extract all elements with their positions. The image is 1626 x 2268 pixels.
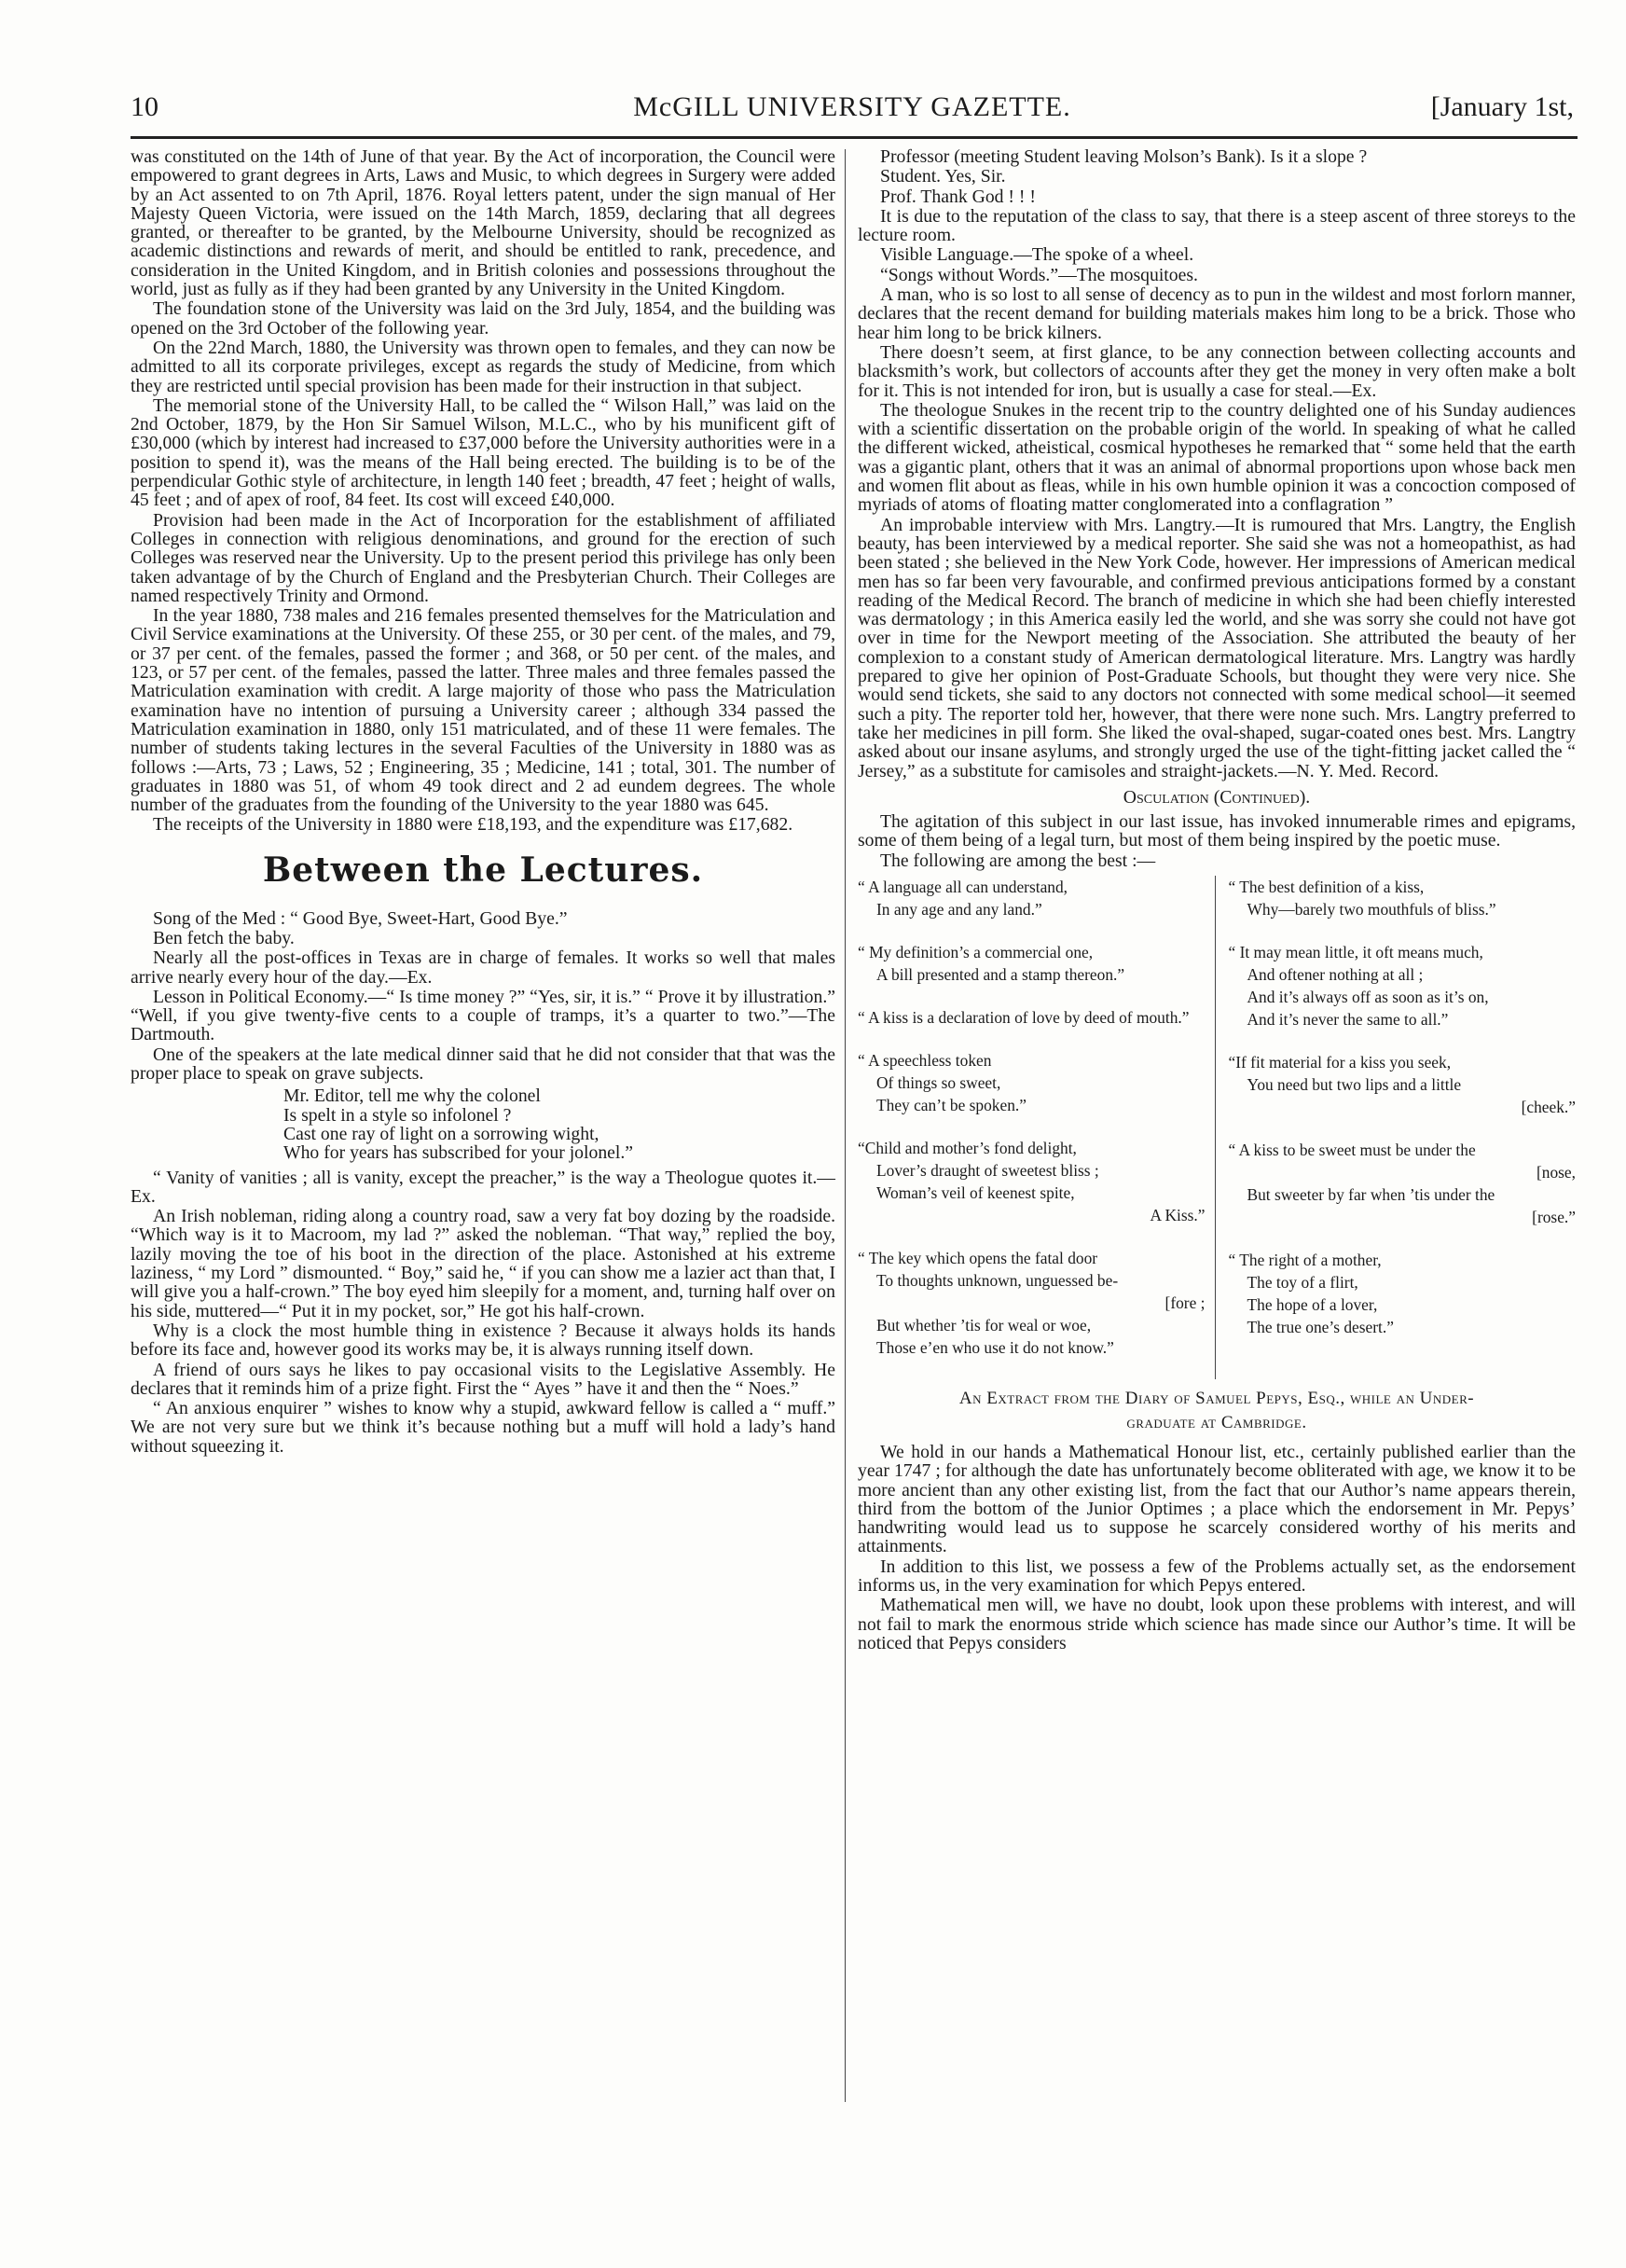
paragraph: The memorial stone of the University Hall, to be called the “ Wilson Hall,” was laid on the 2nd October, 1879, by the Hon Sir Samuel Wilson, M.L.C., who by his munificent gift of £30,000 (which by interest had increased to £37,000 before the University authorities were in a position to spend it), was the means of the Hall being erected. The building is to be of the perpendicular Gothic style of architecture, in length 140 feet ; breadth, 47 feet ; height of walls, 45 feet ; and of apex of roof, 84 feet. Its cost will exceed £40,000. bbox=[131, 394, 835, 511]
dialogue-line: Professor (meeting Student leaving Molson’s Bank). Is it a slope ? bbox=[880, 146, 1368, 167]
poem-line: “ The key which opens the fatal door bbox=[858, 1248, 1098, 1267]
poem-line: [fore ; bbox=[1164, 1293, 1206, 1312]
poem-line: And oftener nothing at all ; bbox=[1247, 964, 1424, 984]
paragraph: There doesn’t seem, at first glance, to be any connection between collecting accounts and blacksmith’s work, but collectors of accounts after they get the money in very often make a bolt for it. This is not intended for iron, but is usually a case for steal.—Ex. bbox=[858, 341, 1576, 401]
poem-line: [cheek.” bbox=[1521, 1097, 1576, 1116]
paragraph: “Songs without Words.”—The mosquitoes. bbox=[880, 264, 1198, 285]
poem-line: “ A kiss to be sweet must be under the bbox=[1228, 1140, 1476, 1159]
gazette-title: McGILL UNIVERSITY GAZETTE. bbox=[633, 91, 1071, 122]
osculation-heading: Osculation (Continued). bbox=[1123, 786, 1311, 808]
poem bbox=[858, 1137, 1206, 1226]
paragraph: “ Vanity of vanities ; all is vanity, except the preacher,” is the way a Theologue quotes it.—Ex. bbox=[131, 1167, 835, 1207]
paragraph: One of the speakers at the late medical dinner said that he did not consider that that was the proper place to speak on grave subjects. bbox=[131, 1044, 835, 1085]
paragraph: We hold in our hands a Mathematical Honour list, etc., certainly published earlier than the year 1747 ; for although the date has unfortunately become obliterated with age, we know it to be more ancient than any other existing list, from the fact that our Author’s name appears therein, third from the bottom of the Junior Optimes ; a place which the endorsement in Mr. Pepys’ handwriting would lead us to suppose he scarcely considered worthy of his merits and attainments. bbox=[858, 1441, 1576, 1557]
paragraph: Song of the Med : “ Good Bye, Sweet-Hart, Good Bye.” bbox=[153, 907, 568, 929]
poems-left-column bbox=[858, 876, 1215, 1379]
extract-heading-line: graduate at Cambridge. bbox=[1126, 1412, 1307, 1432]
paragraph: was constituted on the 14th of June of that year. By the Act of incorporation, the Council were empowered to grant degrees in Arts, Laws and Music, to which degrees in Surgery were added by an Act assented to on 7th April, 1876. Royal letters patent, under the sign manual of Her Majesty Queen Victoria, were issued on the 14th March, 1859, declaring that all degrees granted, or thereafter to be granted, by the Melbourne University, should be recognized as academic distinctions and rewards of merit, and should be entitled to rank, precedence, and consideration in the United Kingdom, and in British colonies and possessions throughout the world, just as fully as if they had been granted by any University in the United Kingdom. bbox=[131, 146, 835, 300]
poem-line: [nose, bbox=[1536, 1162, 1576, 1182]
poem bbox=[858, 1247, 1206, 1359]
poem-line: Woman’s veil of keenest spite, bbox=[876, 1182, 1075, 1202]
paragraph: “ An anxious enquirer ” wishes to know why a stupid, awkward fellow is called a “ muff.” We are not very sure but we think it’s because nothing but a muff will hold a lady’s hand without squeezing it. bbox=[131, 1398, 835, 1457]
poem-line: The hope of a lover, bbox=[1247, 1294, 1378, 1314]
paragraph: It is due to the reputation of the class to say, that there is a steep ascent of three storeys to the lecture room. bbox=[858, 205, 1576, 246]
paragraph: A man, who is so lost to all sense of decency as to pun in the wildest and most forlorn manner, declares that the recent demand for building materials makes him long to be a brick. Those who hear him long to be brick kilners. bbox=[858, 284, 1576, 343]
poem-line: “ My definition’s a commercial one, bbox=[858, 942, 1094, 961]
paragraph: In addition to this list, we possess a few of the Problems actually set, as the endorsement informs us, in the very examination for which Pepys entered. bbox=[858, 1556, 1576, 1597]
poem bbox=[858, 1006, 1206, 1029]
header-rule bbox=[131, 136, 1578, 139]
paragraph: Mathematical men will, we have no doubt, look upon these problems with interest, and will not fail to mark the enormous stride which science has made since our Author’s time. It will be noticed that Pepys considers bbox=[858, 1595, 1576, 1653]
paragraph: In the year 1880, 738 males and 216 females presented themselves for the Matriculation and Civil Service examinations at the University. Of these 255, or 30 per cent. of the males, and 79, or 37 per cent. of the females, passed the former ; and 368, or 50 per cent. of the males, and 123, or 57 per cent. of the females, passed the latter. Three males and three females passed the Matriculation examination with credit. A large majority of those who pass the Matriculation examination have no intention of pursuing a University career ; although 334 passed the Matriculation examination in 1880, only 151 matriculated, and of these 11 were females. The number of students taking lectures in the several Faculties of the University in 1880 was as follows :—Arts, 73 ; Laws, 52 ; Engineering, 35 ; Medicine, 141 ; total, 301. The number of graduates in 1880 was 51, of whom 49 took direct and 2 ad eundem degrees. The whole number of the graduates from the founding of the University to the year 1880 was 645. bbox=[131, 605, 835, 816]
poem bbox=[1229, 1051, 1577, 1118]
paragraph: Lesson in Political Economy.—“ Is time money ?” “Yes, sir, it is.” “ Prove it by illustration.” “Well, if you give twenty-five cents to a couple of tramps, it’s a quarter to two.”—The Dartmouth. bbox=[131, 986, 835, 1045]
right-column bbox=[858, 147, 1576, 1653]
paragraph: The receipts of the University in 1880 were £18,193, and the expenditure was £17,682. bbox=[153, 814, 793, 836]
page-number: 10 bbox=[131, 91, 158, 122]
paragraph: Why is a clock the most humble thing in existence ? Because it always holds its hands before its face and, however good its works may be, it is always running itself down. bbox=[131, 1320, 835, 1361]
poem-line: To thoughts unknown, unguessed be- bbox=[876, 1270, 1119, 1290]
page-header bbox=[131, 91, 1574, 136]
poem-line: In any age and any land.” bbox=[876, 899, 1042, 919]
poem-line: The true one’s desert.” bbox=[1247, 1317, 1394, 1336]
paragraph: The foundation stone of the University was laid on the 3rd July, 1854, and the building was opened on the 3rd October of the following year. bbox=[131, 298, 835, 339]
paragraph: An Irish nobleman, riding along a country road, saw a very fat boy dozing by the roadside. “Which way is it to Macroom, my lad ?” asked the nobleman. “That way,” replied the boy, lazily moving the toe of his boot in the direction of the place. Astonished at his extreme laziness, “ my Lord ” dismounted. “ Boy,” said he, “ if you can show me a lazier act than that, I will give you a half-crown.” The boy eyed him sleepily for a moment, and, turning half over on his side, muttered—“ Put it in my pocket, sor,” He got his half-crown. bbox=[131, 1206, 835, 1321]
poem-line: “ A kiss is a declaration of love by deed of mouth.” bbox=[858, 1007, 1190, 1027]
poem-line: “ A language all can understand, bbox=[858, 877, 1068, 896]
column-divider bbox=[845, 149, 846, 2102]
poems-table bbox=[858, 876, 1576, 1379]
paragraph: Provision had been made in the Act of Incorporation for the establishment of affiliated Colleges in connection with religious denominations, and ground for the erection of such Colleges was reserved near the University. Up to the present period this privilege has only been taken advantage of by the Church of England and the Presbyterian Church. Their Colleges are named respectively Trinity and Ormond. bbox=[131, 509, 835, 606]
verse-line: Is spelt in a style so infolonel ? bbox=[283, 1104, 512, 1126]
section-heading: Between the Lectures. bbox=[262, 850, 704, 890]
extract-heading-line: An Extract from the Diary of Samuel Pepys, Esq., while an Under- bbox=[958, 1388, 1475, 1408]
verse-line: Mr. Editor, tell me why the colonel bbox=[283, 1086, 541, 1107]
poem-line: “ It may mean little, it oft means much, bbox=[1228, 942, 1483, 961]
poem-line: “ The right of a mother, bbox=[1228, 1250, 1382, 1269]
verse-line: Cast one ray of light on a sorrowing wight, bbox=[283, 1123, 599, 1144]
poem-line: But whether ’tis for weal or woe, bbox=[876, 1315, 1092, 1335]
poem bbox=[1229, 1139, 1577, 1228]
poem-line: “ A speechless token bbox=[858, 1050, 992, 1070]
poems-right-column bbox=[1215, 876, 1577, 1379]
paragraph: Visible Language.—The spoke of a wheel. bbox=[880, 244, 1194, 266]
dialogue-line: Student. Yes, Sir. bbox=[880, 166, 1006, 187]
poem-line: Those e’en who use it do not know.” bbox=[876, 1337, 1114, 1357]
poem-line: A bill presented and a stamp thereon.” bbox=[876, 964, 1125, 984]
paragraph: The agitation of this subject in our last issue, has invoked innumerable rimes and epigrams, some of them being of a legal turn, but most of them being inspired by the poetic muse. bbox=[858, 811, 1576, 851]
poem-line: But sweeter by far when ’tis under the bbox=[1247, 1184, 1495, 1204]
poem-line: Why—barely two mouthfuls of bliss.” bbox=[1247, 899, 1496, 919]
verse bbox=[283, 1086, 835, 1162]
poem bbox=[858, 1049, 1206, 1116]
left-column bbox=[131, 147, 835, 1456]
poem-line: Of things so sweet, bbox=[876, 1072, 1001, 1092]
issue-date: [January 1st, bbox=[1430, 91, 1574, 122]
poem-line: The toy of a flirt, bbox=[1247, 1272, 1358, 1292]
paragraph: On the 22nd March, 1880, the University was thrown open to females, and they can now be admitted to all its corporate privileges, except as regards the study of Medicine, from which they are restricted until special provision has been made for their instruction in that subject. bbox=[131, 337, 835, 396]
poem-line: You need but two lips and a little bbox=[1247, 1074, 1462, 1094]
dialogue-line: Prof. Thank God ! ! ! bbox=[880, 186, 1036, 207]
verse-line: Who for years has subscribed for your jolonel.” bbox=[283, 1142, 634, 1164]
paragraph: The theologue Snukes in the recent trip to the country delighted one of his Sunday audiences with a scientific dissertation on the probable origin of the world. In speaking of what he called the different wicked, atheistical, cosmical hypotheses he remarked that “ some held that the earth was a gigantic plant, others that it was an animal of abnormal proportions upon whose back men and women flit about as fleas, while in his own humble opinion it was a concoction composed of myriads of atoms of floating matter conglomerated into a conflagration ” bbox=[858, 399, 1576, 516]
poem-line: And it’s never the same to all.” bbox=[1247, 1009, 1449, 1029]
poem bbox=[1229, 941, 1577, 1030]
poem-line: “If fit material for a kiss you seek, bbox=[1228, 1052, 1452, 1072]
poem bbox=[1229, 876, 1577, 920]
poem bbox=[858, 941, 1206, 986]
extract-heading bbox=[858, 1387, 1576, 1435]
poem-line: [rose.” bbox=[1532, 1207, 1576, 1226]
paragraph: The following are among the best :— bbox=[880, 850, 1156, 871]
paragraph: A friend of ours says he likes to pay occasional visits to the Legislative Assembly. He declares that it reminds him of a prize fight. First the “ Ayes ” have it and then the “ Noes.” bbox=[131, 1359, 835, 1399]
poem-line: “ The best definition of a kiss, bbox=[1228, 877, 1425, 896]
paragraph: Ben fetch the baby. bbox=[153, 927, 295, 948]
poem-line: Lover’s draught of sweetest bliss ; bbox=[876, 1160, 1099, 1180]
poem bbox=[858, 876, 1206, 920]
poem-line: A Kiss.” bbox=[1150, 1205, 1206, 1224]
poem bbox=[1229, 1249, 1577, 1338]
poem-line: And it’s always off as soon as it’s on, bbox=[1247, 987, 1489, 1006]
poem-line: “Child and mother’s fond delight, bbox=[858, 1138, 1077, 1157]
poem-line: They can’t be spoken.” bbox=[876, 1095, 1027, 1114]
paragraph: Nearly all the post-offices in Texas are in charge of females. It works so well that males arrive nearly every hour of the day.—Ex. bbox=[131, 947, 835, 988]
paragraph: An improbable interview with Mrs. Langtry.—It is rumoured that Mrs. Langtry, the English beauty, has been interviewed by a medical reporter. She said she was not a homeopathist, as had been stated ; she believed in the New York Code, however. Her impressions of American medical men has so far been very favourable, and confirmed previous anticipations formed by a constant reading of the Medical Record. The branch of medicine in which she had been chiefly interested was dermatology ; in this America easily led the world, and she was sorry she could not have got over in time for the Newport meeting of the Association. She attributed the beauty of her complexion to a constant study of American dermatological literature. Mrs. Langtry was hardly prepared to give her opinion of Post-Graduate Schools, but thought they were very nice. She would send tickets, she said to any doctors not connected with some medical school—it seemed such a pity. The reporter told her, however, that there were none such. Mrs. Langtry preferred to take her medicines in pill form. She liked the oval-shaped, sugar-coated ones best. Mrs. Langtry asked about our insane asylums, and strongly urged the use of the tight-fitting jacket called the “ Jersey,” as a substitute for camisoles and straight-jackets.—N. Y. Med. Record. bbox=[858, 514, 1576, 781]
